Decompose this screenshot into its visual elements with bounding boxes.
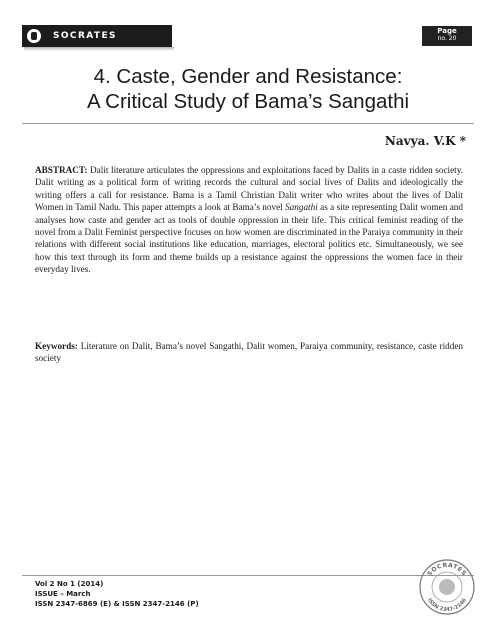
journal-seal-icon (418, 558, 476, 616)
keywords-text: Literature on Dalit, Bama’s novel Sangathi, Dalit women, Paraiya community, resistance, caste ridden society (35, 341, 463, 364)
seal-bottom-text: ISSN 2347-2146 (426, 597, 468, 614)
volume-info: Vol 2 No 1 (2014) (35, 580, 104, 588)
brand-bar-shadow (24, 47, 174, 51)
issue-footer (35, 579, 199, 609)
journal-brand-name: SOCRATES (53, 31, 117, 41)
title-line-1: 4. Caste, Gender and Resistance: (93, 65, 403, 88)
header-divider (22, 123, 474, 124)
abstract-text-2: as a site representing Dalit women and analyses how caste and gender act as tools of double oppression in their life. This critical feminist reading of the novel from a Dalit Feminist perspective focuses on how women are discriminated in the Paraiya community in their relations with different social institutions like education, marriages, electoral politics etc. Simultaneously, we see how this text through its form and theme builds up a resistance against the oppressions the women face in their everyday lives. (35, 202, 463, 275)
svg-text:ISSN 2347-2146 (426, 597, 468, 613)
page-label: Page (437, 27, 457, 35)
page-number: no. 20 (437, 35, 457, 42)
journal-brand-bar (22, 25, 172, 47)
author-name: Navya. V.K * (384, 134, 466, 148)
abstract-text-1: Dalit literature articulates the oppressions and exploitations faced by Dalits in a caste ridden society. Dalit writing as a political form of writing records the cultural and social lives of Dalits and ideologically the writing offers a call for resistance. Bama is a Tamil Christian Dalit writer who writes about the lives of Dalit Women in Tamil Nadu. This paper attempts a look at Bama’s novel (35, 165, 463, 213)
issue-info: ISSUE – March (35, 590, 91, 598)
issn-info: ISSN 2347-6869 (E) & ISSN 2347-2146 (P) (35, 600, 199, 608)
footer-divider (22, 575, 474, 576)
keywords-paragraph (35, 340, 463, 365)
abstract-paragraph (35, 164, 463, 276)
abstract-novel-title: Sangathi (285, 202, 318, 213)
seal-top-text: SOCRATES (426, 561, 468, 578)
page-number-box (422, 26, 472, 46)
article-title (40, 64, 456, 114)
keywords-label: Keywords: (35, 341, 78, 351)
journal-emblem-icon (27, 29, 41, 43)
abstract-label: ABSTRACT: (35, 165, 88, 175)
title-line-2: A Critical Study of Bama’s Sangathi (86, 90, 410, 113)
